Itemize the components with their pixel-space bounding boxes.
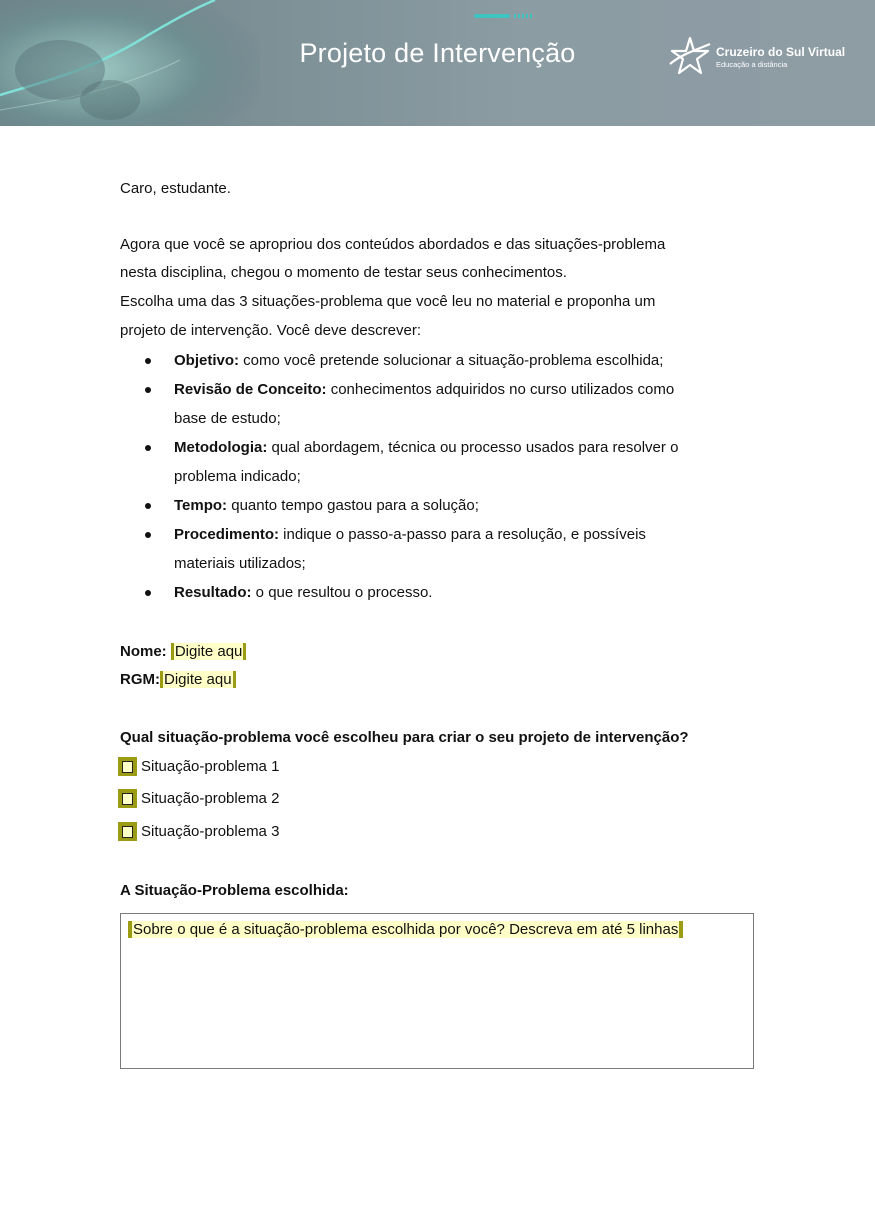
- list-item-text: qual abordagem, técnica ou processo usados para resolver o: [267, 439, 679, 456]
- option-2-checkbox[interactable]: [118, 789, 137, 808]
- list-item-term: Tempo:: [174, 497, 228, 514]
- document-header: [0, 0, 875, 126]
- list-item-continuation: materiais utilizados;: [174, 555, 306, 572]
- greeting: Caro, estudante.: [120, 180, 231, 197]
- logo-subtitle: Educação a distância: [716, 60, 788, 69]
- list-item-continuation: base de estudo;: [174, 410, 281, 427]
- university-logo: [668, 36, 846, 76]
- option-1-checkbox[interactable]: [118, 757, 137, 776]
- option-row: [118, 822, 279, 841]
- rgm-row: [120, 666, 236, 695]
- star-logo-icon: [668, 36, 712, 76]
- name-row: [120, 638, 246, 667]
- name-label: Nome:: [120, 643, 167, 660]
- list-item: [145, 375, 678, 433]
- bullet-icon: [145, 503, 151, 509]
- list-item: [145, 433, 678, 491]
- list-item-text: quanto tempo gastou para a solução;: [227, 497, 479, 514]
- intro-line-4: projeto de intervenção. Você deve descrever:: [120, 322, 422, 339]
- list-item-term: Revisão de Conceito:: [174, 381, 327, 398]
- list-item-term: Metodologia:: [174, 439, 268, 456]
- chosen-situation-heading: A Situação-Problema escolhida:: [120, 882, 349, 899]
- option-row: [118, 789, 279, 808]
- question-heading: Qual situação-problema você escolheu para criar o seu projeto de intervenção?: [120, 729, 689, 746]
- intro-line-2: nesta disciplina, chegou o momento de testar seus conhecimentos.: [120, 264, 567, 281]
- list-item-text: o que resultou o processo.: [251, 584, 433, 601]
- bullet-icon: [145, 445, 151, 451]
- option-3-label: Situação-problema 3: [141, 823, 280, 840]
- header-accent-bar: [474, 14, 510, 18]
- list-item: [145, 520, 678, 578]
- name-field[interactable]: Digite aqu: [171, 643, 247, 660]
- rgm-field[interactable]: Digite aqu: [160, 671, 236, 688]
- bullet-icon: [145, 387, 151, 393]
- list-item-term: Objetivo:: [174, 352, 240, 369]
- list-item-text: como você pretende solucionar a situação-problema escolhida;: [239, 352, 664, 369]
- list-item-term: Resultado:: [174, 584, 252, 601]
- intro-line-1: Agora que você se apropriou dos conteúdos abordados e das situações-problema: [120, 236, 666, 253]
- chosen-situation-placeholder[interactable]: Sobre o que é a situação-problema escolhida por você? Descreva em até 5 linhas: [128, 921, 683, 938]
- rgm-label: RGM:: [120, 671, 160, 688]
- option-2-label: Situação-problema 2: [141, 790, 280, 807]
- list-item: [145, 346, 678, 375]
- logo-name: Cruzeiro do Sul Virtual: [716, 45, 846, 59]
- bullet-icon: [145, 532, 151, 538]
- page-title: Projeto de Intervenção: [299, 38, 576, 68]
- option-row: [118, 757, 279, 776]
- list-item-continuation: problema indicado;: [174, 468, 301, 485]
- list-item-text: conhecimentos adquiridos no curso utilizados como: [326, 381, 675, 398]
- list-item-text: indique o passo-a-passo para a resolução, e possíveis: [279, 526, 646, 543]
- bullet-icon: [145, 590, 151, 596]
- chosen-situation-textbox[interactable]: [120, 913, 754, 1069]
- option-3-checkbox[interactable]: [118, 822, 137, 841]
- requirements-list: [145, 346, 678, 607]
- bullet-icon: [145, 358, 151, 364]
- logo-text: [716, 45, 845, 69]
- list-item-term: Procedimento:: [174, 526, 280, 543]
- list-item: [145, 578, 678, 607]
- intro-line-3: Escolha uma das 3 situações-problema que você leu no material e proponha um: [120, 293, 656, 310]
- list-item: [145, 491, 678, 520]
- option-1-label: Situação-problema 1: [141, 758, 280, 775]
- header-accent-dots: [514, 14, 532, 18]
